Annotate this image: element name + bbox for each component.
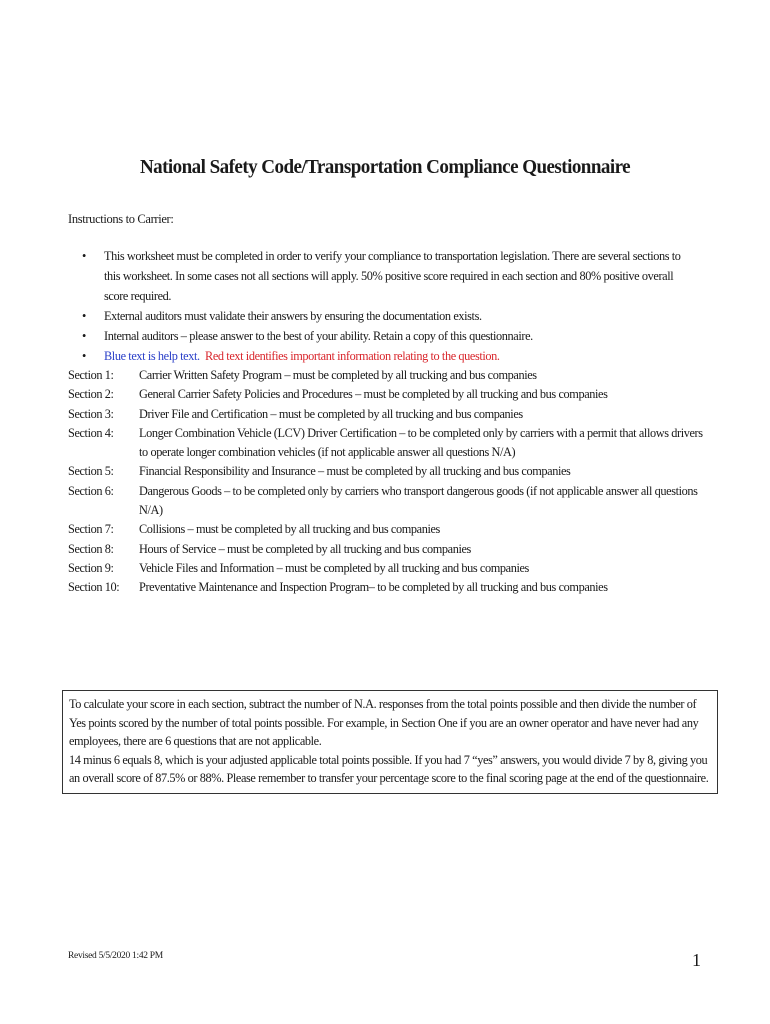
bullet-text: Internal auditors – please answer to the best of your ability. Retain a copy of this questionnaire. (104, 329, 533, 343)
section-row (68, 366, 708, 385)
section-label: Section 2: (68, 387, 114, 402)
section-description: General Carrier Safety Policies and Procedures – must be completed by all trucking and bus companies (139, 387, 608, 402)
help-text-legend: Blue text is help text. (104, 349, 200, 363)
section-row (68, 482, 708, 521)
section-description: Dangerous Goods – to be completed only by carriers who transport dangerous goods (if not applicable answer all questions N/A) (139, 483, 698, 518)
section-label: Section 3: (68, 406, 114, 421)
section-label: Section 6: (68, 483, 114, 498)
section-description: Preventative Maintenance and Inspection Program– to be completed by all trucking and bus companies (139, 580, 608, 595)
section-label: Section 4: (68, 425, 114, 440)
list-item (82, 326, 692, 346)
section-row (68, 578, 708, 597)
section-label: Section 8: (68, 541, 114, 556)
scoring-paragraph: To calculate your score in each section, subtract the number of N.A. responses from the total points possible and then divide the number of Yes points scored by the number of total points possible. For example, in Section One if you are an owner operator and have never had any employees, there are 6 questions that are not applicable. (69, 697, 699, 748)
section-description: Longer Combination Vehicle (LCV) Driver Certification – to be completed only by carriers with a permit that allows drivers to operate longer combination vehicles (if not applicable answer all questions N/A) (139, 425, 703, 460)
section-label: Section 10: (68, 580, 120, 595)
scoring-example: 14 minus 6 equals 8, which is your adjusted applicable total points possible. If you had 7 “yes” answers, you would divide 7 by 8, giving you an overall score of 87.5% or 88%. Please remember to transfer your percentage score to the final scoring page at the end of the questionnaire. (69, 752, 709, 785)
list-item (82, 346, 692, 366)
section-row (68, 559, 708, 578)
bullet-text: External auditors must validate their answers by ensuring the documentation exists. (104, 309, 482, 323)
section-row (68, 520, 708, 539)
section-label: Section 7: (68, 522, 114, 537)
section-description: Vehicle Files and Information – must be completed by all trucking and bus companies (139, 560, 529, 575)
bullet-icon: • (82, 309, 86, 323)
section-row (68, 540, 708, 559)
list-item (82, 246, 692, 306)
revision-footer: Revised 5/5/2020 1:42 PM (68, 951, 163, 961)
section-description: Driver File and Certification – must be completed by all trucking and bus companies (139, 406, 523, 421)
section-description: Collisions – must be completed by all trucking and bus companies (139, 522, 440, 537)
section-row (68, 462, 708, 481)
page-number: 1 (692, 950, 701, 970)
section-label: Section 9: (68, 560, 114, 575)
sections-list (68, 366, 708, 598)
instructions-list (82, 246, 692, 366)
bullet-icon: • (82, 329, 86, 343)
section-row (68, 405, 708, 424)
instructions-heading: Instructions to Carrier: (68, 212, 174, 226)
document-title: National Safety Code/Transportation Compliance Questionnaire (139, 156, 631, 178)
section-description: Carrier Written Safety Program – must be completed by all trucking and bus companies (139, 368, 537, 382)
section-row (68, 385, 708, 404)
scoring-instructions-box (62, 690, 718, 794)
list-item (82, 306, 692, 326)
bullet-text: This worksheet must be completed in order to verify your compliance to transportation legislation. There are several sections to this worksheet. In some cases not all sections will apply. 50% positive score required in each section and 80% positive overall score required. (104, 249, 681, 303)
section-row (68, 424, 708, 463)
bullet-icon: • (82, 349, 86, 363)
bullet-icon: • (82, 249, 86, 263)
section-description: Financial Responsibility and Insurance – must be completed by all trucking and bus companies (139, 464, 571, 479)
section-label: Section 1: (68, 368, 114, 382)
section-description: Hours of Service – must be completed by all trucking and bus companies (139, 541, 471, 556)
important-text-legend: Red text identifies important information relating to the question. (205, 349, 500, 363)
section-label: Section 5: (68, 464, 114, 479)
